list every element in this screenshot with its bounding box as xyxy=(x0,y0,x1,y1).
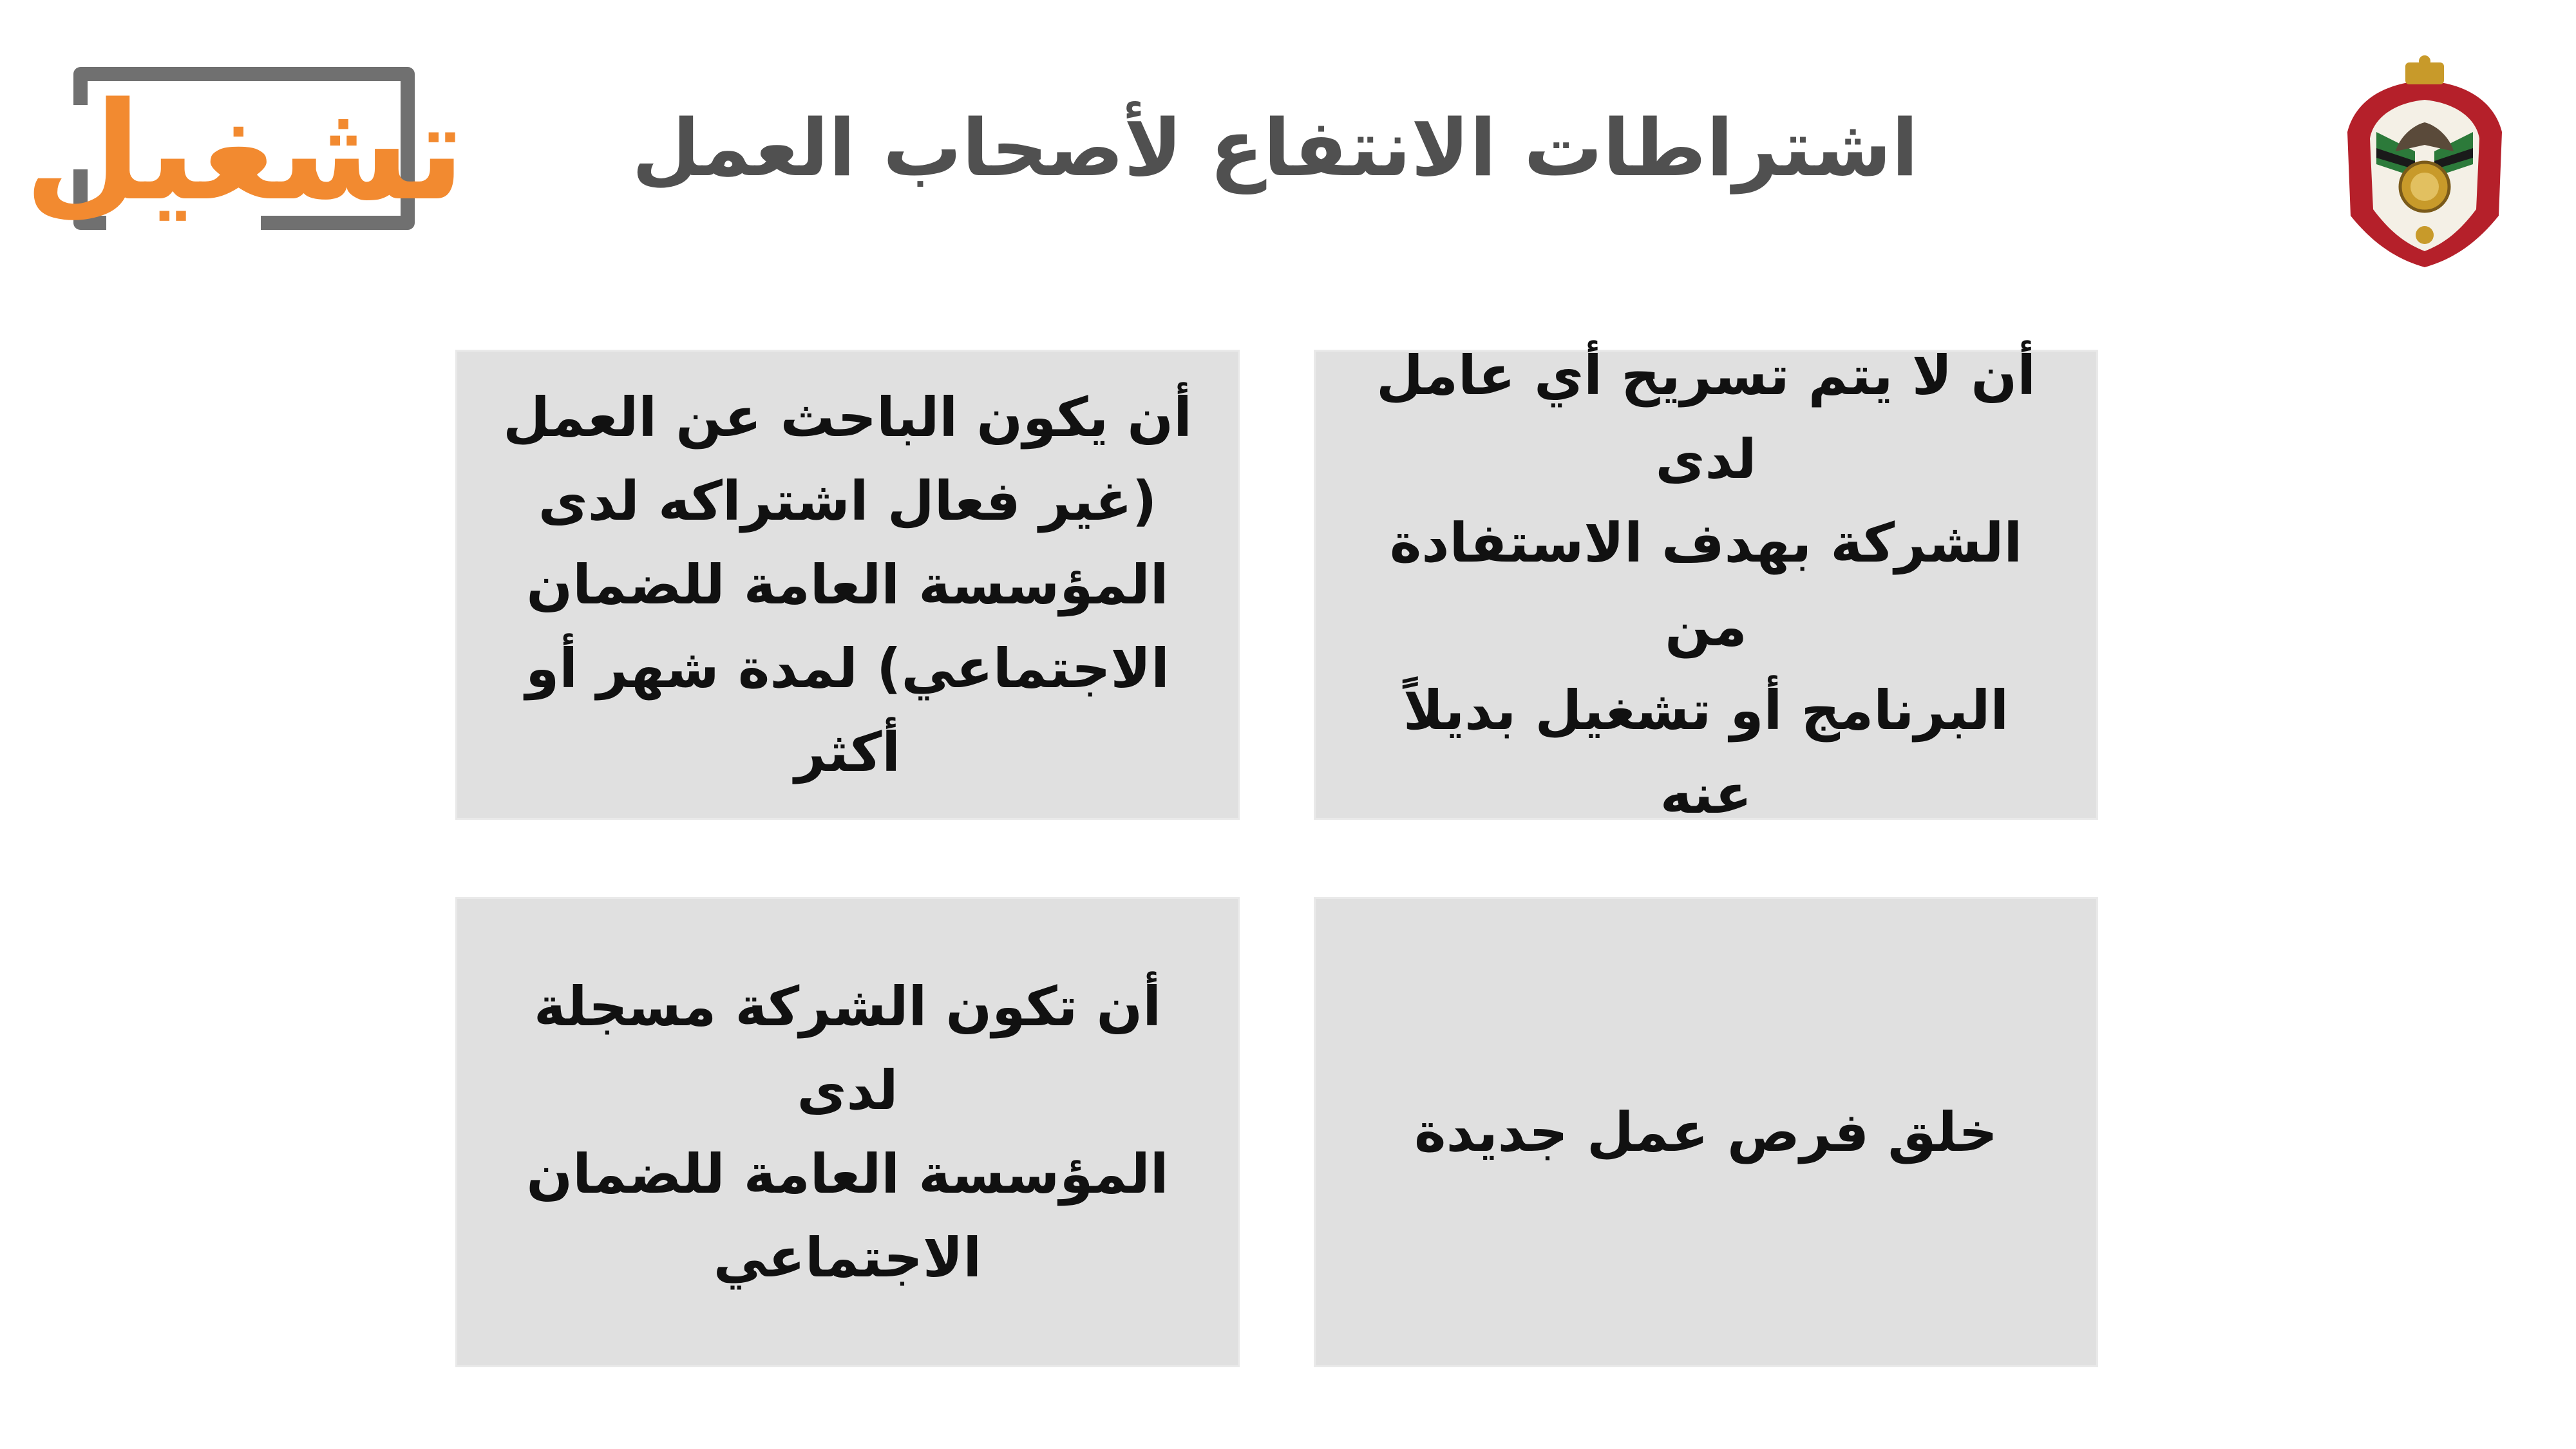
card-line: أن يكون الباحث عن العمل xyxy=(503,386,1192,449)
card-line: خلق فرص عمل جديدة xyxy=(1414,1101,1998,1164)
card-text xyxy=(1316,334,2096,836)
card-new-jobs xyxy=(1314,897,2098,1367)
card-no-dismissal xyxy=(1314,344,2098,826)
card-line: الاجتماعي xyxy=(713,1226,982,1289)
card-inactive-subscription xyxy=(455,350,1240,820)
logo-text: تشغيل xyxy=(24,73,466,231)
card-line: أن لا يتم تسريح أي عامل لدى xyxy=(1376,344,2036,491)
page-title: اشتراطات الانتفاع لأصحاب العمل xyxy=(632,102,1918,194)
card-text xyxy=(457,965,1238,1300)
card-line: أن تكون الشركة مسجلة لدى xyxy=(533,975,1162,1122)
card-text xyxy=(457,375,1238,794)
card-line: (غير فعال اشتراكه لدى xyxy=(538,469,1157,533)
card-registered-company xyxy=(455,897,1240,1367)
card-line: المؤسسة العامة للضمان xyxy=(526,1142,1169,1206)
card-text xyxy=(1316,1090,2096,1174)
jordan-coat-of-arms-icon xyxy=(2338,55,2512,270)
card-line: الشركة بهدف الاستفادة من xyxy=(1389,511,2023,658)
tashgheel-logo xyxy=(24,66,466,231)
card-line: الاجتماعي) لمدة شهر أو أكثر xyxy=(526,637,1170,784)
card-line: البرنامج أو تشغيل بديلاً عنه xyxy=(1403,679,2009,826)
card-line: المؤسسة العامة للضمان xyxy=(526,553,1169,616)
